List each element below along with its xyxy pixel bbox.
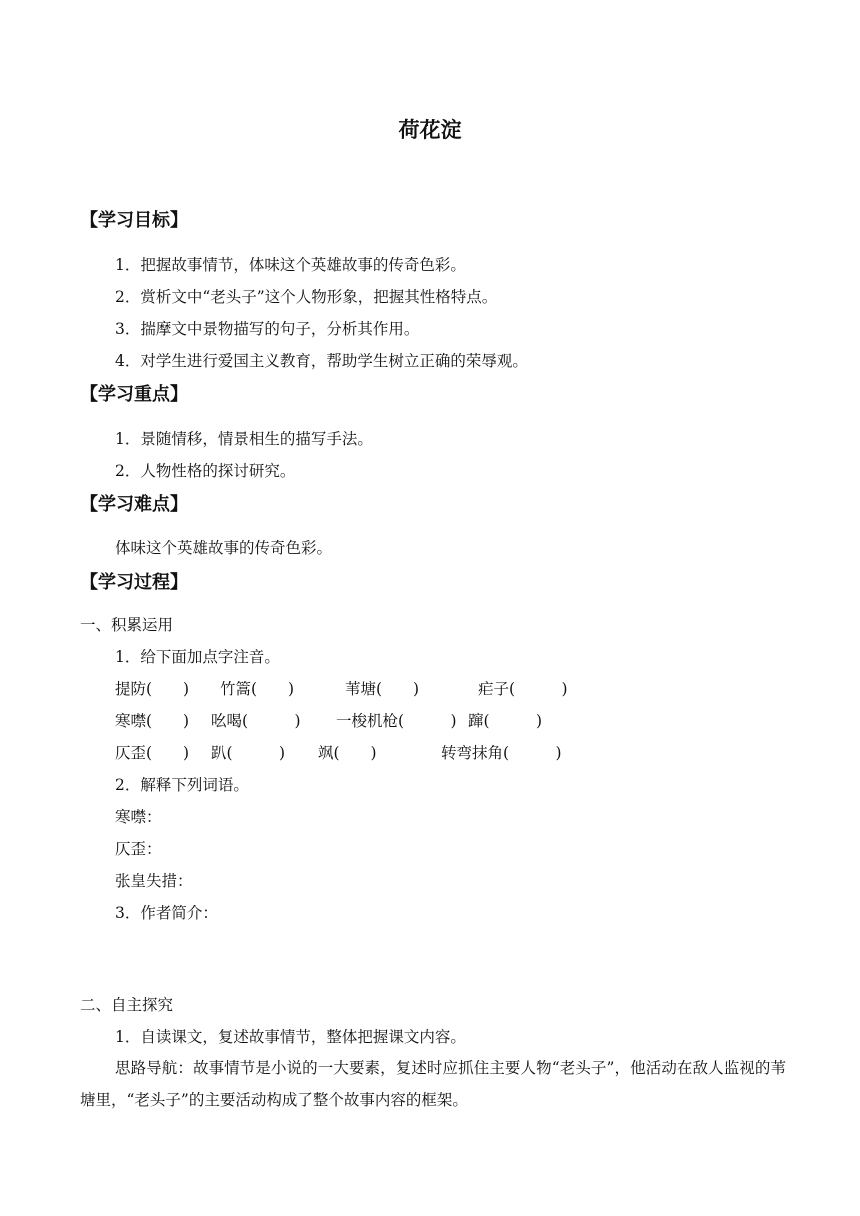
difficulties-heading: 【学习难点】	[80, 494, 188, 515]
objective-item: 3．揣摩文中景物描写的句子，分析其作用。	[115, 320, 420, 338]
pinyin-item: 飒( )	[318, 744, 377, 762]
pinyin-item: 吆喝( )	[211, 712, 301, 730]
pinyin-item: 转弯抹角( )	[441, 744, 562, 762]
guide-paragraph: 思路导航：故事情节是小说的一大要素，复述时应抓住主要人物“老头子”，他活动在敌人监视的苇塘里，“老头子”的主要活动构成了整个故事内容的框架。	[80, 1059, 786, 1109]
part2-title: 二、自主探究	[80, 996, 174, 1014]
part2-question-1: 1．自读课文，复述故事情节，整体把握课文内容。	[115, 1028, 466, 1046]
key-points-heading: 【学习重点】	[80, 384, 188, 405]
pinyin-item: 蹿( )	[468, 712, 543, 730]
pinyin-item: 趴( )	[211, 744, 286, 762]
term-item: 仄歪：	[115, 840, 162, 858]
objective-item: 4．对学生进行爱国主义教育，帮助学生树立正确的荣辱观。	[115, 352, 528, 370]
term-item: 寒噤：	[115, 808, 162, 826]
pinyin-item: 一梭机枪( )	[336, 712, 457, 730]
document-title: 荷花淀	[398, 118, 462, 142]
pinyin-item: 竹篙( )	[220, 680, 295, 698]
objective-item: 2．赏析文中“老头子”这个人物形象，把握其性格特点。	[115, 288, 498, 306]
pinyin-item: 寒噤( )	[115, 712, 190, 730]
objectives-heading: 【学习目标】	[80, 210, 188, 231]
question-1: 1．给下面加点字注音。	[115, 648, 280, 666]
difficulty-item: 体味这个英雄故事的传奇色彩。	[115, 539, 333, 557]
objective-item: 1．把握故事情节，体味这个英雄故事的传奇色彩。	[115, 256, 466, 274]
question-2: 2．解释下列词语。	[115, 776, 249, 794]
process-heading: 【学习过程】	[80, 572, 188, 593]
key-point-item: 2．人物性格的探讨研究。	[115, 462, 296, 480]
pinyin-item: 疟子( )	[478, 680, 568, 698]
question-3: 3．作者简介：	[115, 904, 218, 922]
pinyin-item: 仄歪( )	[115, 744, 190, 762]
part1-title: 一、积累运用	[80, 616, 174, 634]
key-point-item: 1．景随情移，情景相生的描写手法。	[115, 430, 373, 448]
pinyin-item: 提防( )	[115, 680, 190, 698]
term-item: 张皇失措：	[115, 872, 193, 890]
pinyin-item: 苇塘( )	[345, 680, 420, 698]
